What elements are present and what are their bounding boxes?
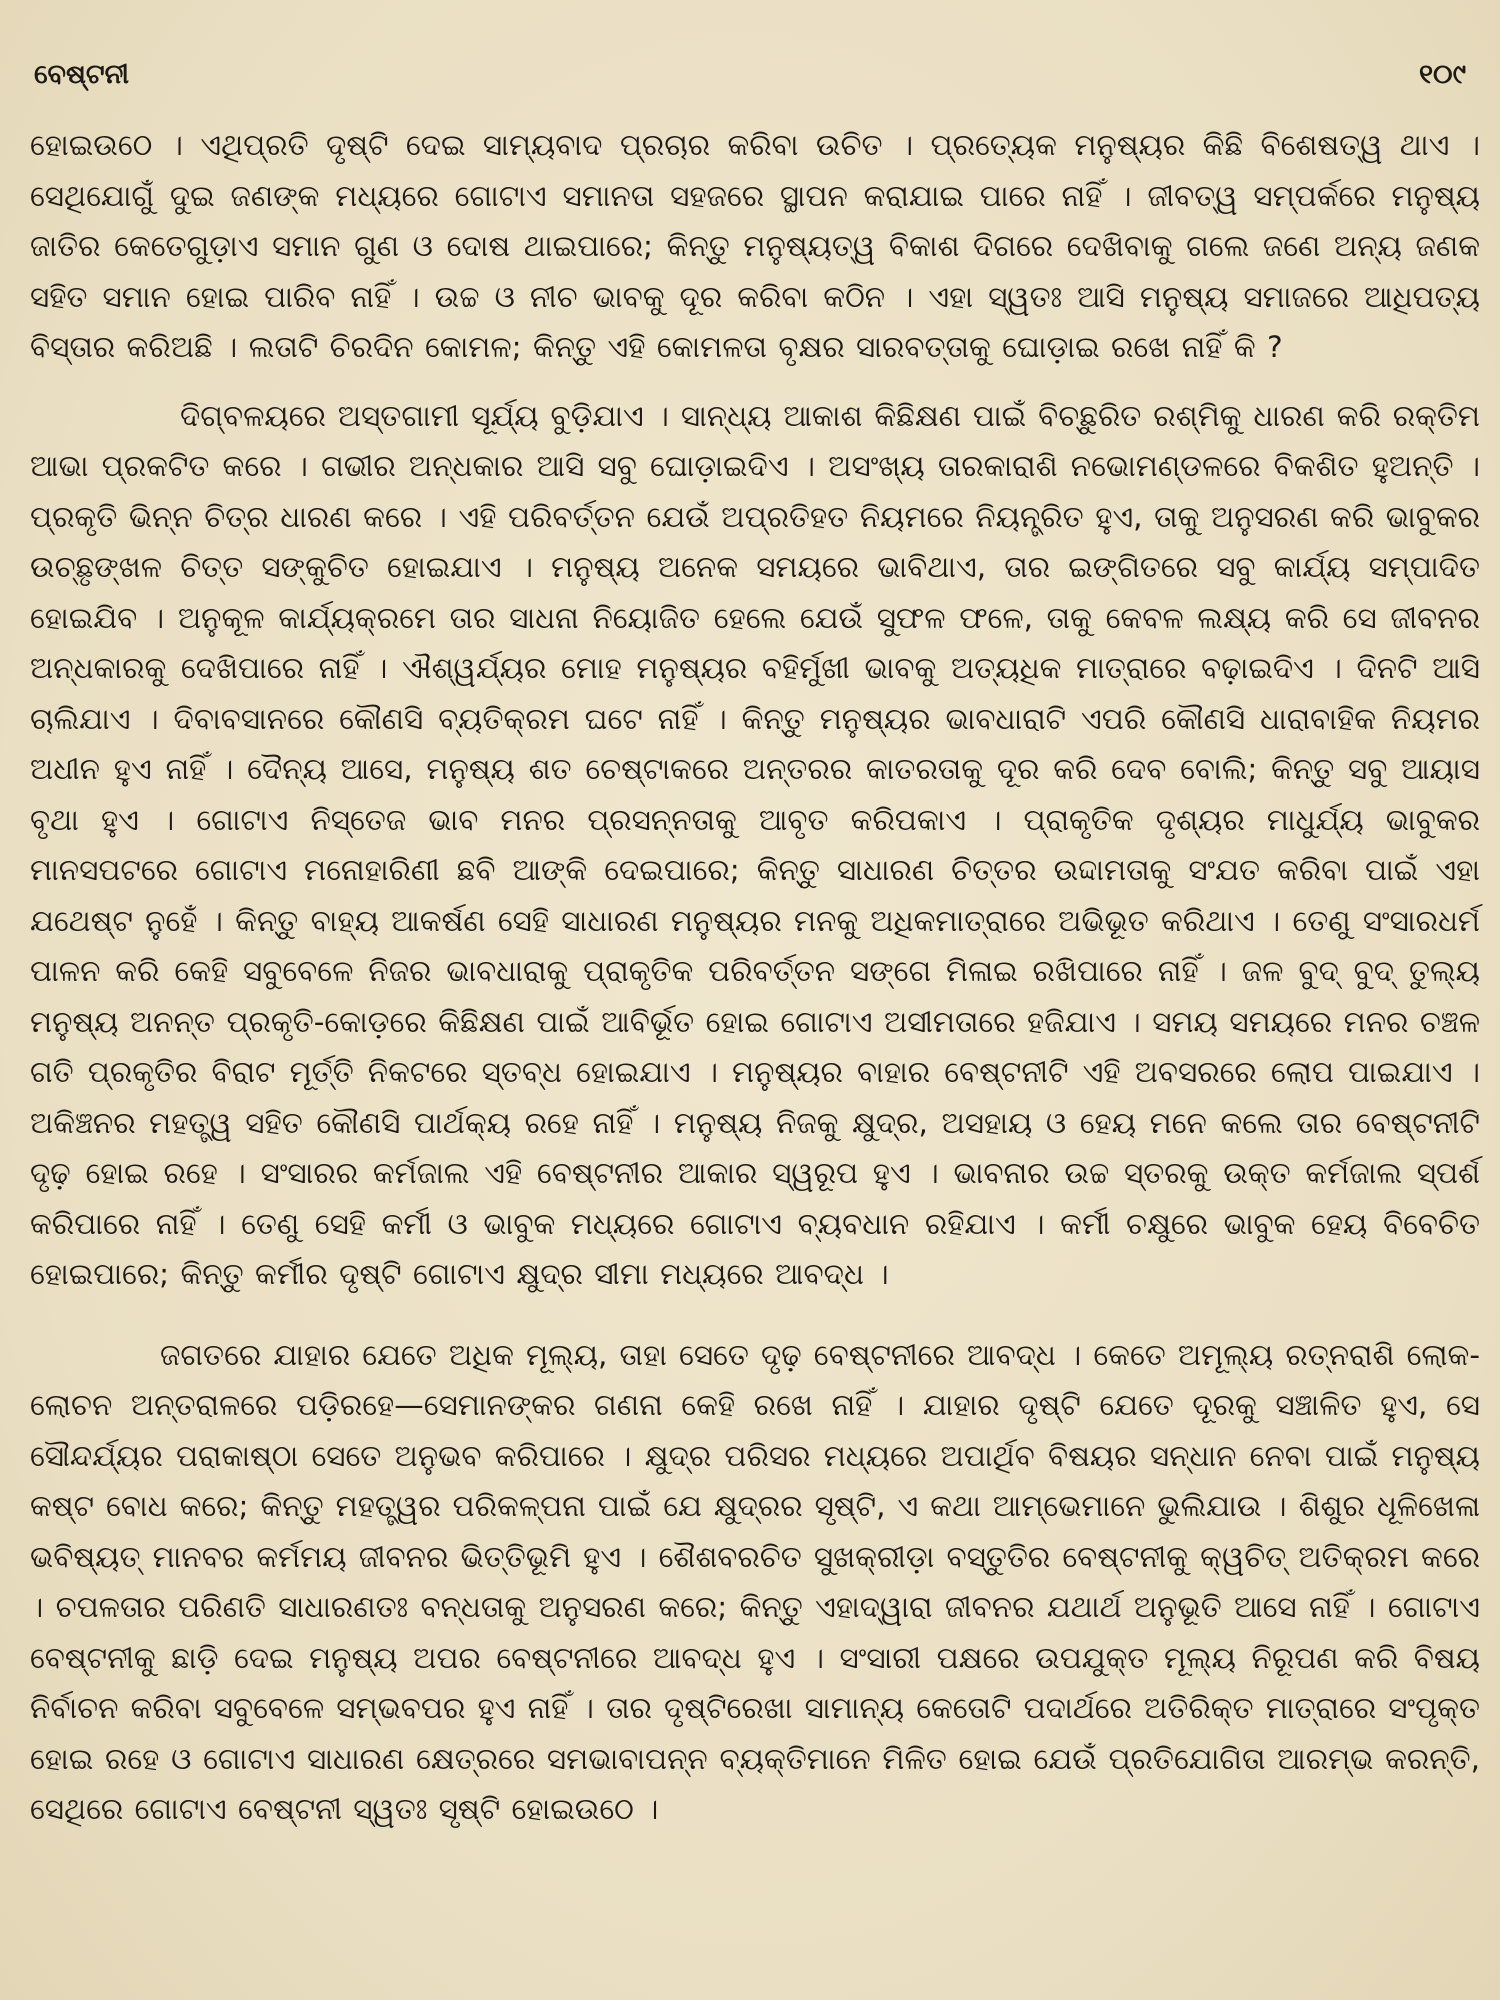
running-head — [30, 52, 1480, 98]
paragraph: ହୋଇଉଠେ । ଏଥିପ୍ରତି ଦୃଷ୍ଟି ଦେଇ ସାମ୍ୟବାଦ ପ୍ରଚାର କରିବା ଉଚିତ । ପ୍ରତ୍ୟେକ ମନୁଷ୍ୟର କିଛି ବିଶେଷତ୍ୱ ଥାଏ । ସେଥିଯୋଗୁଁ ଦୁଇ ଜଣଙ୍କ ମଧ୍ୟରେ ଗୋଟାଏ ସମାନତା ସହଜରେ ସ୍ଥାପନ କରାଯାଇ ପାରେ ନାହିଁ । ଜୀବତ୍ୱ ସମ୍ପର୍କରେ ମନୁଷ୍ୟ ଜାତିର କେତେଗୁଡ଼ାଏ ସମାନ ଗୁଣ ଓ ଦୋଷ ଥାଇପାରେ; କିନ୍ତୁ ମନୁଷ୍ୟତ୍ୱ ବିକାଶ ଦିଗରେ ଦେଖିବାକୁ ଗଲେ ଜଣେ ଅନ୍ୟ ଜଣକ ସହିତ ସମାନ ହୋଇ ପାରିବ ନାହିଁ । ଉଚ୍ଚ ଓ ନୀଚ ଭାବକୁ ଦୂର କରିବା କଠିନ । ଏହା ସ୍ୱତଃ ଆସି ମନୁଷ୍ୟ ସମାଜରେ ଆଧିପତ୍ୟ ବିସ୍ତାର କରିଅଛି । ଲତାଟି ଚିରଦିନ କୋମଳ; କିନ୍ତୁ ଏହି କୋମଳତା ବୃକ୍ଷର ସାରବତ୍ତାକୁ ଘୋଡ଼ାଇ ରଖେ ନାହିଁ କି ? — [30, 128, 1480, 364]
body-text — [30, 120, 1480, 1835]
page-number: ୧୦୯ — [1418, 59, 1466, 90]
paragraph: ଦିଗ୍‌ବଳୟରେ ଅସ୍ତଗାମୀ ସୂର୍ଯ୍ୟ ବୁଡ଼ିଯାଏ । ସାନ୍ଧ୍ୟ ଆକାଶ କିଛିକ୍ଷଣ ପାଇଁ ବିଚ୍ଛୁରିତ ରଶ୍ମିକୁ ଧାରଣ କରି ରକ୍ତିମ ଆଭା ପ୍ରକଟିତ କରେ । ଗଭୀର ଅନ୍ଧକାର ଆସି ସବୁ ଘୋଡ଼ାଇଦିଏ । ଅସଂଖ୍ୟ ତାରକାରାଶି ନଭୋମଣ୍ଡଳରେ ବିକଶିତ ହୁଅନ୍ତି । ପ୍ରକୃତି ଭିନ୍ନ ଚିତ୍ର ଧାରଣ କରେ । ଏହି ପରିବର୍ତ୍ତନ ଯେଉଁ ଅପ୍ରତିହତ ନିୟମରେ ନିୟନ୍ତ୍ରିତ ହୁଏ, ତାକୁ ଅନୁସରଣ କରି ଭାବୁକର ଉଚ୍ଛୃଙ୍ଖଳ ଚିତ୍ତ ସଙ୍କୁଚିତ ହୋଇଯାଏ । ମନୁଷ୍ୟ ଅନେକ ସମୟରେ ଭାବିଥାଏ, ତାର ଇଙ୍ଗିତରେ ସବୁ କାର୍ଯ୍ୟ ସମ୍ପାଦିତ ହୋଇଯିବ । ଅନୁକୂଳ କାର୍ଯ୍ୟକ୍ରମେ ତାର ସାଧନା ନିୟୋଜିତ ହେଲେ ଯେଉଁ ସୁଫଳ ଫଳେ, ତାକୁ କେବଳ ଲକ୍ଷ୍ୟ କରି ସେ ଜୀବନର ଅନ୍ଧକାରକୁ ଦେଖିପାରେ ନାହିଁ । ଐଶ୍ୱର୍ଯ୍ୟର ମୋହ ମନୁଷ୍ୟର ବହିର୍ମୁଖୀ ଭାବକୁ ଅତ୍ୟଧିକ ମାତ୍ରାରେ ବଢ଼ାଇଦିଏ । ଦିନଟି ଆସି ଚାଲିଯାଏ । ଦିବାବସାନରେ କୌଣସି ବ୍ୟତିକ୍ରମ ଘଟେ ନାହିଁ । କିନ୍ତୁ ମନୁଷ୍ୟର ଭାବଧାରାଟି ଏପରି କୌଣସି ଧାରାବାହିକ ନିୟମର ଅଧୀନ ହୁଏ ନାହିଁ । ଦୈନ୍ୟ ଆସେ, ମନୁଷ୍ୟ ଶତ ଚେଷ୍ଟାକରେ ଅନ୍ତରର କାତରତାକୁ ଦୂର କରି ଦେବ ବୋଲି; କିନ୍ତୁ ସବୁ ଆୟାସ ବୃଥା ହୁଏ । ଗୋଟାଏ ନିସ୍ତେଜ ଭାବ ମନର ପ୍ରସନ୍ନତାକୁ ଆବୃତ କରିପକାଏ । ପ୍ରାକୃତିକ ଦୃଶ୍ୟର ମାଧୁର୍ଯ୍ୟ ଭାବୁକର ମାନସପଟରେ ଗୋଟାଏ ମନୋହାରିଣୀ ଛବି ଆଙ୍କି ଦେଇପାରେ; କିନ୍ତୁ ସାଧାରଣ ଚିତ୍ତର ଉଦ୍ଦାମତାକୁ ସଂଯତ କରିବା ପାଇଁ ଏହା ଯଥେଷ୍ଟ ନୁହେଁ । କିନ୍ତୁ ବାହ୍ୟ ଆକର୍ଷଣ ସେହି ସାଧାରଣ ମନୁଷ୍ୟର ମନକୁ ଅଧିକମାତ୍ରାରେ ଅଭିଭୂତ କରିଥାଏ । ତେଣୁ ସଂସାରଧର୍ମ ପାଳନ କରି କେହି ସବୁବେଳେ ନିଜର ଭାବଧାରାକୁ ପ୍ରାକୃତିକ ପରିବର୍ତ୍ତନ ସଙ୍ଗେ ମିଳାଇ ରଖିପାରେ ନାହିଁ । ଜଳ ବୁଦ୍‌ ବୁଦ୍‌ ତୁଲ୍ୟ ମନୁଷ୍ୟ ଅନନ୍ତ ପ୍ରକୃତି-କୋଡ଼ରେ କିଛିକ୍ଷଣ ପାଇଁ ଆବିର୍ଭୂତ ହୋଇ ଗୋଟାଏ ଅସୀମତାରେ ହଜିଯାଏ । ସମୟ ସମୟରେ ମନର ଚଞ୍ଚଳ ଗତି ପ୍ରକୃତିର ବିରାଟ ମୂର୍ତ୍ତି ନିକଟରେ ସ୍ତବ୍ଧ ହୋଇଯାଏ । ମନୁଷ୍ୟର ବାହାର ବେଷ୍ଟନୀଟି ଏହି ଅବସରରେ ଲୋପ ପାଇଯାଏ । ଅକିଞ୍ଚନର ମହତ୍ତ୍ୱ ସହିତ କୌଣସି ପାର୍ଥକ୍ୟ ରହେ ନାହିଁ । ମନୁଷ୍ୟ ନିଜକୁ କ୍ଷୁଦ୍ର, ଅସହାୟ ଓ ହେୟ ମନେ କଲେ ତାର ବେଷ୍ଟନୀଟି ଦୃଢ଼ ହୋଇ ରହେ । ସଂସାରର କର୍ମଜାଲ ଏହି ବେଷ୍ଟନୀର ଆକାର ସ୍ୱରୂପ ହୁଏ । ଭାବନାର ଉଚ୍ଚ ସ୍ତରକୁ ଉକ୍ତ କର୍ମଜାଲ ସ୍ପର୍ଶ କରିପାରେ ନାହିଁ । ତେଣୁ ସେହି କର୍ମୀ ଓ ଭାବୁକ ମଧ୍ୟରେ ଗୋଟାଏ ବ୍ୟବଧାନ ରହିଯାଏ । କର୍ମୀ ଚକ୍ଷୁରେ ଭାବୁକ ହେୟ ବିବେଚିତ ହୋଇପାରେ; କିନ୍ତୁ କର୍ମୀର ଦୃଷ୍ଟି ଗୋଟାଏ କ୍ଷୁଦ୍ର ସୀମା ମଧ୍ୟରେ ଆବଦ୍ଧ । — [30, 398, 1480, 1291]
paragraph: ଜଗତରେ ଯାହାର ଯେତେ ଅଧିକ ମୂଲ୍ୟ, ତାହା ସେତେ ଦୃଢ଼ ବେଷ୍ଟନୀରେ ଆବଦ୍ଧ । କେତେ ଅମୂଲ୍ୟ ରତ୍ନରାଶି ଲୋକ-ଲୋଚନ ଅନ୍ତରାଳରେ ପଡ଼ିରହେ—ସେମାନଙ୍କର ଗଣନା କେହି ରଖେ ନାହିଁ । ଯାହାର ଦୃଷ୍ଟି ଯେତେ ଦୂରକୁ ସଞ୍ଚାଳିତ ହୁଏ, ସେ ସୌନ୍ଦର୍ଯ୍ୟର ପରାକାଷ୍ଠା ସେତେ ଅନୁଭବ କରିପାରେ । କ୍ଷୁଦ୍ର ପରିସର ମଧ୍ୟରେ ଅପାର୍ଥିବ ବିଷୟର ସନ୍ଧାନ ନେବା ପାଇଁ ମନୁଷ୍ୟ କଷ୍ଟ ବୋଧ କରେ; କିନ୍ତୁ ମହତ୍ତ୍ୱର ପରିକଳ୍ପନା ପାଇଁ ଯେ କ୍ଷୁଦ୍ରର ସୃଷ୍ଟି, ଏ କଥା ଆମ୍ଭେମାନେ ଭୁଲିଯାଉ । ଶିଶୁର ଧୂଳିଖେଳା ଭବିଷ୍ୟତ୍ ମାନବର କର୍ମମୟ ଜୀବନର ଭିତ୍ତିଭୂମି ହୁଏ । ଶୈଶବରଚିତ ସୁଖକ୍ରୀଡ଼ା ବସ୍ତୁତିର ବେଷ୍ଟନୀକୁ କ୍ୱଚିତ୍ ଅତିକ୍ରମ କରେ । ଚପଳତାର ପରିଣତି ସାଧାରଣତଃ ବନ୍ଧତାକୁ ଅନୁସରଣ କରେ; କିନ୍ତୁ ଏହାଦ୍ୱାରା ଜୀବନର ଯଥାର୍ଥ ଅନୁଭୂତି ଆସେ ନାହିଁ । ଗୋଟାଏ ବେଷ୍ଟନୀକୁ ଛାଡ଼ି ଦେଇ ମନୁଷ୍ୟ ଅପର ବେଷ୍ଟନୀରେ ଆବଦ୍ଧ ହୁଏ । ସଂସାରୀ ପକ୍ଷରେ ଉପଯୁକ୍ତ ମୂଲ୍ୟ ନିରୂପଣ କରି ବିଷୟ ନିର୍ବାଚନ କରିବା ସବୁବେଳେ ସମ୍ଭବପର ହୁଏ ନାହିଁ । ତାର ଦୃଷ୍ଟିରେଖା ସାମାନ୍ୟ କେତୋଟି ପଦାର୍ଥରେ ଅତିରିକ୍ତ ମାତ୍ରାରେ ସଂପୃକ୍ତ ହୋଇ ରହେ ଓ ଗୋଟାଏ ସାଧାରଣ କ୍ଷେତ୍ରରେ ସମଭାବାପନ୍ନ ବ୍ୟକ୍ତିମାନେ ମିଳିତ ହୋଇ ଯେଉଁ ପ୍ରତିଯୋଗିତା ଆରମ୍ଭ କରନ୍ତି, ସେଥିରେ ଗୋଟାଏ ବେଷ୍ଟନୀ ସ୍ୱତଃ ସୃଷ୍ଟି ହୋଇଉଠେ । — [30, 1337, 1480, 1826]
running-title: ବେଷ୍ଟନୀ — [34, 59, 130, 90]
